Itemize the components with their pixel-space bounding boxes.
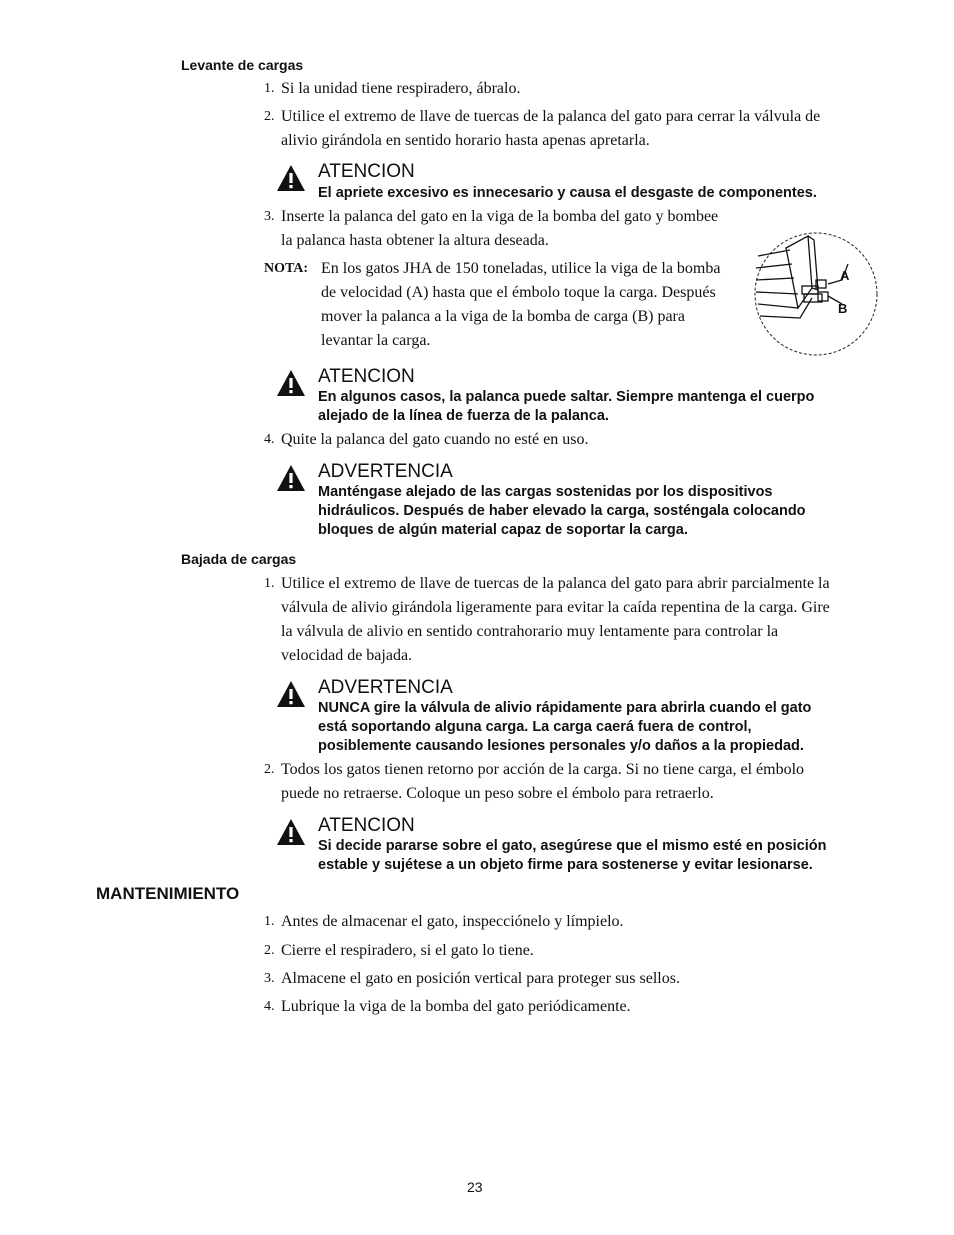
list-item: 3. Almacene el gato en posición vertical para proteger sus sellos. (264, 970, 680, 987)
page-number: 23 (467, 1179, 483, 1195)
warning-text: Si decide pararse sobre el gato, asegúrese que el mismo esté en posición estable y sujétese a un objeto firme para sostenerse y evitar lesionarse. (318, 838, 827, 873)
list-item: 3. Inserte la palanca del gato en la viga de la bomba del gato y bombee la palanca hasta obtener la altura deseada. (264, 208, 719, 249)
warning-triangle-icon (276, 369, 306, 397)
warning-title: ADVERTENCIA (318, 461, 453, 482)
list-item: 2. Todos los gatos tienen retorno por acción de la carga. Si no tiene carga, el émbolo puede no retraerse. Coloque un peso sobre el émbolo para retraerlo. (264, 761, 805, 802)
pump-beam-figure (750, 228, 882, 360)
list-item: 4. Lubrique la viga de la bomba del gato periódicamente. (264, 998, 631, 1015)
list-item: 1. Utilice el extremo de llave de tuercas de la palanca del gato para abrir parcialmente la válvula de alivio girándola ligeramente para evitar la caída repentina de la carga. Gire la válvula de alivio en sentido contrahorario muy lentamente para controlar la velocidad de bajada. (264, 575, 830, 664)
warning-title: ATENCION (318, 366, 415, 387)
warning-triangle-icon (276, 680, 306, 708)
warning-title: ATENCION (318, 815, 415, 836)
section-heading-levante: Levante de cargas (181, 57, 304, 73)
warning-triangle-icon (276, 464, 306, 492)
list-item: 1. Si la unidad tiene respiradero, ábralo. (264, 80, 521, 97)
figure-label-b: B (838, 301, 848, 316)
warning-triangle-icon (276, 818, 306, 846)
warning-text: En algunos casos, la palanca puede saltar. Siempre mantenga el cuerpo alejado de la línea de fuerza de la palanca. (318, 389, 815, 424)
list-item: 1. Antes de almacenar el gato, inspecciónelo y límpielo. (264, 913, 624, 930)
warning-text: El apriete excesivo es innecesario y causa el desgaste de componentes. (318, 185, 817, 201)
figure-label-a: A (840, 268, 850, 283)
warning-triangle-icon (276, 164, 306, 192)
warning-title: ADVERTENCIA (318, 677, 453, 698)
note-text: En los gatos JHA de 150 toneladas, utilice la viga de la bomba de velocidad (A) hasta que el émbolo toque la carga. Después mover la palanca a la viga de la bomba de carga (B) para levantar la carga. (321, 260, 721, 349)
section-heading-mantenimiento: MANTENIMIENTO (96, 884, 240, 903)
list-item: 2. Utilice el extremo de llave de tuercas de la palanca del gato para cerrar la válvula de alivio girándola en sentido horario hasta apenas apretarla. (264, 108, 821, 149)
warning-title: ATENCION (318, 161, 415, 182)
note-label: NOTA: (264, 261, 309, 276)
list-item: 2. Cierre el respiradero, si el gato lo tiene. (264, 942, 534, 959)
section-heading-bajada: Bajada de cargas (181, 551, 297, 567)
warning-text: Manténgase alejado de las cargas sostenidas por los dispositivos hidráulicos. Después de haber elevado la carga, sosténgala colocando bloques de algún material capaz de soportar la carga. (318, 484, 806, 538)
list-item: 4. Quite la palanca del gato cuando no esté en uso. (264, 431, 589, 448)
warning-text: NUNCA gire la válvula de alivio rápidamente para abrirla cuando el gato está soportando alguna carga. La carga caerá fuera de control, posiblemente causando lesiones personales y/o daños a la propiedad. (318, 700, 812, 754)
